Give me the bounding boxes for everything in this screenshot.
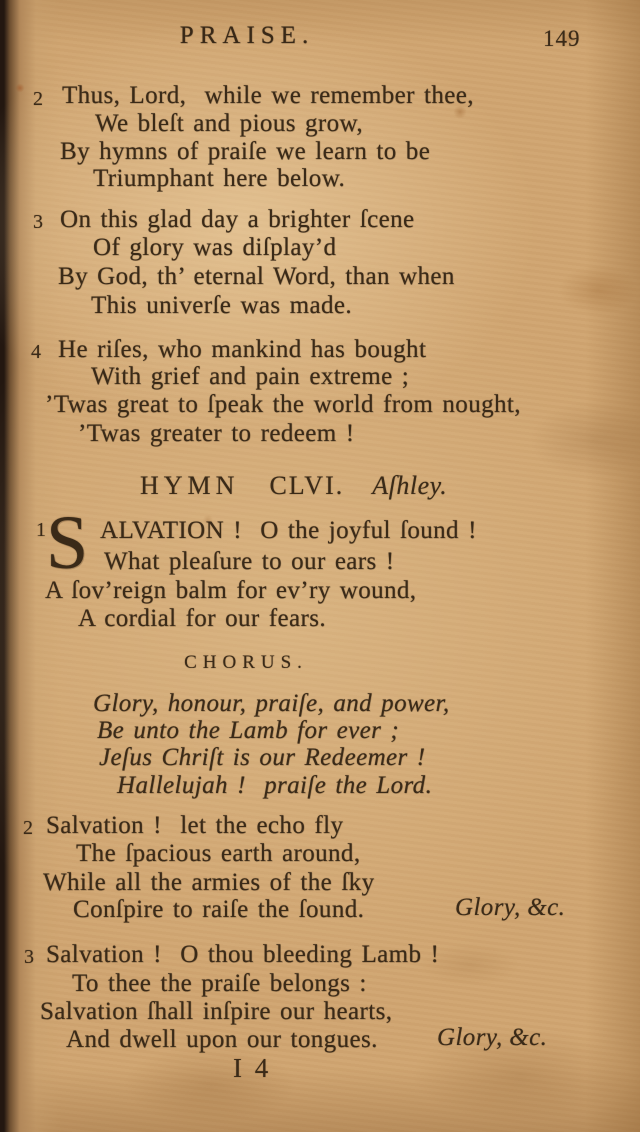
verse-number: 1 <box>36 519 46 541</box>
verse-line: We bleſt and pious grow, <box>95 110 364 137</box>
verse-line: He riſes, who mankind has bought <box>58 336 427 363</box>
refrain: Glory, &c. <box>455 894 566 921</box>
hymn-heading <box>140 471 447 501</box>
hymn-author: Aſhley. <box>372 471 448 500</box>
verse-line: Salvation ! O thou bleeding Lamb ! <box>46 941 440 968</box>
chorus-line: Glory, honour, praiſe, and power, <box>93 690 450 717</box>
verse-line: The ſpacious earth around, <box>76 840 361 867</box>
verse-line: To thee the praiſe belongs : <box>72 970 367 997</box>
chorus-line: Be unto the Lamb for ever ; <box>97 717 400 744</box>
verse-line: Of glory was diſplay’d <box>93 234 337 261</box>
verse-line: This univerſe was made. <box>91 292 353 319</box>
verse-line: ’Twas great to ſpeak the world from nought, <box>45 391 521 418</box>
verse-line: What pleaſure to our ears ! <box>104 548 395 575</box>
verse-line: With grief and pain extreme ; <box>91 363 410 390</box>
verse-line: ’Twas greater to redeem ! <box>78 420 355 447</box>
verse-number: 2 <box>23 817 33 839</box>
verse-line: Conſpire to raiſe the ſound. <box>73 896 365 923</box>
verse-line: Salvation ! let the echo fly <box>46 812 344 839</box>
verse-number: 2 <box>33 88 43 110</box>
verse-line: And dwell upon our tongues. <box>66 1026 378 1053</box>
verse-number: 4 <box>31 341 41 363</box>
chorus-line: Hallelujah ! praiſe the Lord. <box>117 772 433 799</box>
chorus-line: Jeſus Chriſt is our Redeemer ! <box>99 744 426 771</box>
verse-line: Thus, Lord, while we remember thee, <box>62 82 474 109</box>
verse-line: By hymns of praiſe we learn to be <box>60 138 431 165</box>
verse-line: A ſov’reign balm for ev’ry wound, <box>45 577 417 604</box>
verse-line: Salvation ſhall inſpire our hearts, <box>40 998 393 1025</box>
verse-line: A cordial for our fears. <box>78 605 326 632</box>
verse-line: By God, th’ eternal Word, than when <box>58 263 455 290</box>
verse-number: 3 <box>33 211 43 233</box>
verse-line: While all the armies of the ſky <box>43 869 375 896</box>
verse-line: ALVATION ! O the joyful ſound ! <box>100 517 477 544</box>
running-title: PRAISE. <box>179 22 315 49</box>
verse-line: Triumphant here below. <box>93 165 346 192</box>
signature-mark: I 4 <box>233 1053 272 1083</box>
chorus-heading: CHORUS. <box>184 652 308 673</box>
verse-line: On this glad day a brighter ſcene <box>60 206 415 233</box>
hymn-label: HYMN <box>140 471 240 500</box>
drop-cap-initial: S <box>46 501 89 585</box>
hymn-numeral: CLVI. <box>269 471 345 500</box>
refrain: Glory, &c. <box>437 1024 548 1051</box>
verse-number: 3 <box>24 946 34 968</box>
page-number: 149 <box>543 26 581 51</box>
